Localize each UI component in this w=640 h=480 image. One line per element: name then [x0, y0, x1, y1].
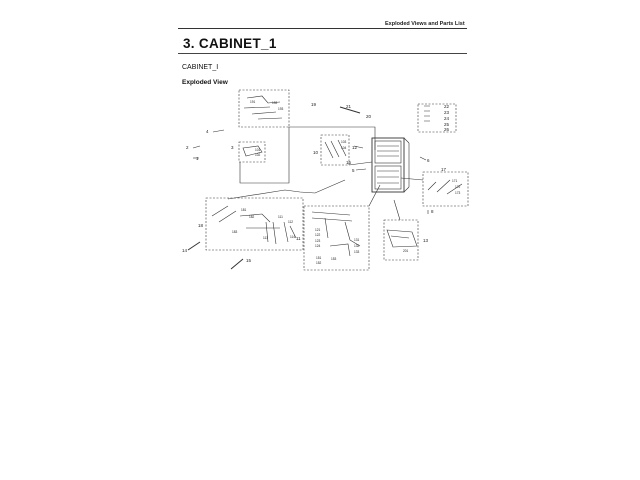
- callout-17: 17: [441, 167, 447, 172]
- frame-part: [312, 212, 352, 221]
- subassembly-box-17: [423, 172, 468, 206]
- sub-label: 114: [290, 235, 296, 239]
- sub-label: 103: [341, 140, 347, 144]
- callout-1: 1: [196, 156, 199, 161]
- connector-line: [287, 128, 289, 183]
- connector-line: [394, 200, 400, 220]
- sub-label: 181: [241, 208, 247, 212]
- sub-label: 112: [288, 220, 294, 224]
- cabinet-lower-compartment: [375, 166, 401, 189]
- exploded-view-label: Exploded View: [182, 79, 228, 86]
- callout-19: 19: [311, 102, 317, 107]
- loose-part-6: [420, 157, 426, 160]
- callout-21: 21: [346, 104, 352, 109]
- fastener-box: [418, 104, 456, 132]
- sub-label: 172: [455, 185, 461, 189]
- callout-5: 5: [352, 168, 355, 173]
- running-header: Exploded Views and Parts List: [385, 21, 465, 27]
- subassembly-box-18: [206, 198, 303, 250]
- sub-label: 123: [315, 239, 321, 243]
- sub-label: 201: [403, 249, 409, 253]
- sub-label: 192: [272, 101, 278, 105]
- connector-line: [369, 185, 380, 206]
- callout-18: 18: [198, 223, 204, 228]
- callout-2: 2: [186, 145, 189, 150]
- sub-label: 133: [354, 250, 360, 254]
- sub-label: 183: [232, 230, 238, 234]
- screw-part: [424, 106, 430, 121]
- callout-25: 25: [444, 122, 450, 127]
- cabinet-upper-compartment: [375, 141, 401, 163]
- callout-16: 16: [346, 160, 352, 165]
- sub-label: 132: [354, 244, 360, 248]
- subassembly-box-13: [384, 220, 418, 260]
- connector-line: [289, 127, 375, 150]
- loose-part-14: [188, 242, 200, 250]
- sub-label: 102: [255, 153, 261, 157]
- loose-part-4: [213, 130, 224, 132]
- sub-label: 152: [316, 261, 322, 265]
- callout-26: 26: [444, 127, 450, 132]
- callout-13: 13: [423, 238, 429, 243]
- sub-label: 111: [278, 215, 283, 219]
- callout-4: 4: [206, 129, 209, 134]
- callout-22: 22: [444, 104, 450, 109]
- loose-part-2: [193, 146, 200, 148]
- drawer-part: [387, 230, 417, 247]
- connector-line: [349, 162, 372, 165]
- loose-part-15: [231, 259, 243, 269]
- loose-part-5: [356, 169, 366, 170]
- sub-label: 104: [341, 146, 347, 150]
- callout-3: 3: [231, 145, 234, 150]
- sub-label: 113: [263, 236, 269, 240]
- sub-label: 191: [250, 100, 256, 104]
- sub-label: 182: [249, 215, 255, 219]
- callout-24: 24: [444, 116, 450, 121]
- sub-label: 151: [316, 256, 322, 260]
- rail-part: [266, 222, 296, 244]
- sub-label: 131: [354, 238, 360, 242]
- callout-8: 8: [431, 209, 434, 214]
- sub-label: 153: [331, 257, 337, 261]
- callout-15: 15: [246, 258, 252, 263]
- callout-6: 6: [427, 158, 430, 163]
- section-label: CABINET_I: [182, 64, 219, 71]
- page-title: 3. CABINET_1: [183, 36, 277, 51]
- sub-label: 121: [315, 228, 321, 232]
- callout-10: 10: [313, 150, 319, 155]
- sub-label: 101: [255, 148, 261, 152]
- callout-12: 12: [352, 145, 358, 150]
- sub-label: 124: [315, 244, 321, 248]
- support-part: [212, 206, 236, 222]
- connector-line: [240, 162, 287, 183]
- callout-23: 23: [444, 110, 450, 115]
- callout-11: 11: [296, 236, 301, 241]
- sub-label: 173: [455, 191, 461, 195]
- sub-label: 122: [315, 233, 321, 237]
- callout-20: 20: [366, 114, 372, 119]
- sub-label: 171: [452, 179, 458, 183]
- sub-label: 193: [278, 107, 284, 111]
- callout-14: 14: [182, 248, 188, 253]
